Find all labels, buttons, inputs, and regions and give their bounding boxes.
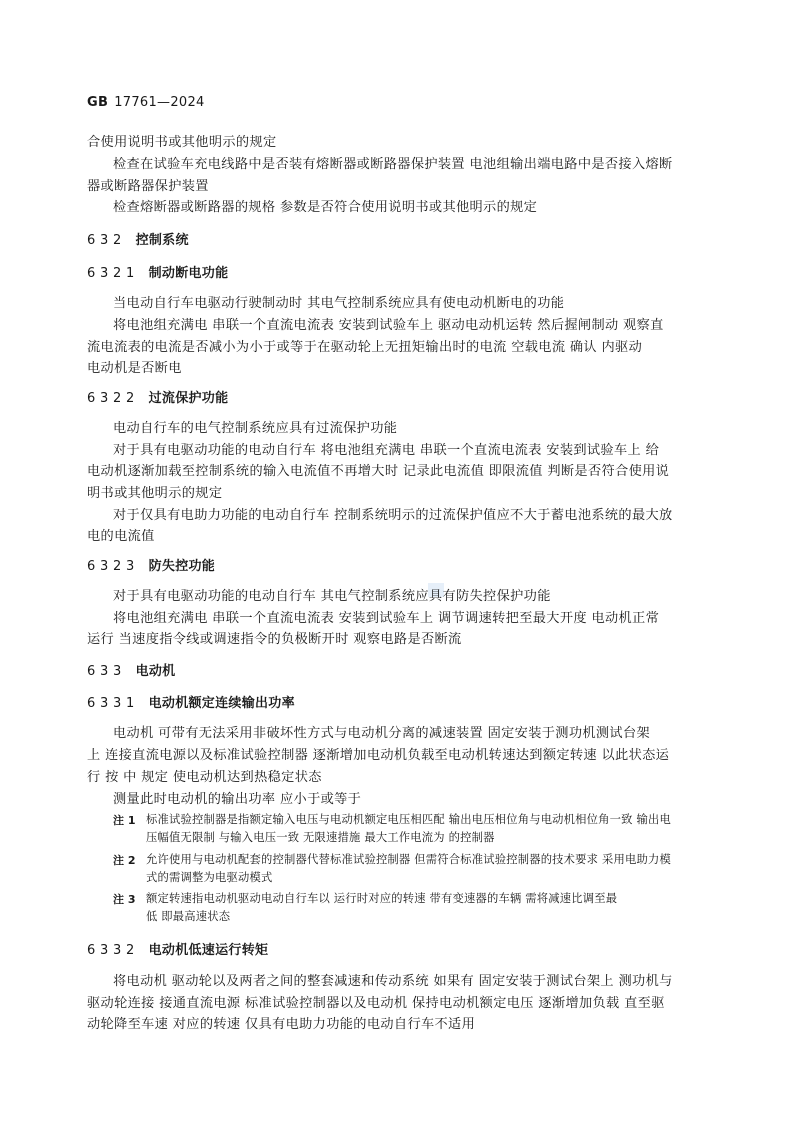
paragraph-line: 明书或其他明示的规定 bbox=[87, 486, 223, 501]
paragraph-line: 电动机是否断电 bbox=[87, 361, 182, 376]
paragraph-line: 对于具有电驱动功能的电动自行车 将电池组充满电 串联一个直流电流表 安装到试验车上 给 bbox=[113, 443, 660, 458]
standard-code: 17761—2024 bbox=[114, 95, 205, 110]
note-label: 注 3 bbox=[113, 893, 136, 906]
standard-prefix: GB bbox=[87, 95, 109, 110]
paragraph-line: 电动机逐渐加载至控制系统的输入电流值不再增大时 记录此电流值 即限流值 判断是否符合使用说 bbox=[87, 464, 670, 479]
paragraph-line: 将电动机 驱动轮以及两者之间的整套减速和传动系统 如果有 固定安装于测试台架上 测功机与 bbox=[113, 974, 673, 989]
paragraph-line: 将电池组充满电 串联一个直流电流表 安装到试验车上 驱动电动机运转 然后握闸制动 观察直 bbox=[113, 318, 664, 333]
section-heading-6322 bbox=[87, 387, 228, 406]
section-title: 控制系统 bbox=[135, 233, 189, 248]
section-heading-6331 bbox=[87, 692, 295, 711]
paragraph-line: 将电池组充满电 串联一个直流电流表 安装到试验车上 调节调速转把至最大开度 电动机正常 bbox=[113, 611, 660, 626]
note-text: 标准试验控制器是指额定输入电压与电动机额定电压相匹配 输出电压相位角与电动机相位角一致 输出电 bbox=[146, 813, 671, 826]
section-heading-6323 bbox=[87, 555, 215, 574]
paragraph-line: 测量此时电动机的输出功率 应小于或等于 bbox=[113, 792, 362, 807]
paragraph-line: 对于具有电驱动功能的电动自行车 其电气控制系统应具有防失控保护功能 bbox=[113, 589, 551, 604]
note-label: 注 1 bbox=[113, 814, 136, 827]
paragraph-line: 当电动自行车电驱动行驶制动时 其电气控制系统应具有使电动机断电的功能 bbox=[113, 296, 565, 311]
section-number: 6 3 3 bbox=[87, 664, 122, 679]
paragraph-line: 流电流表的电流是否减小为小于或等于在驱动轮上无扭矩输出时的电流 空载电流 确认 内驱动 bbox=[87, 340, 643, 355]
section-heading-632 bbox=[87, 229, 189, 248]
note-text: 压幅值无限制 与输入电压一致 无限速措施 最大工作电流为 的控制器 bbox=[146, 831, 495, 844]
section-title: 过流保护功能 bbox=[148, 391, 229, 406]
section-title: 电动机额定连续输出功率 bbox=[148, 696, 295, 711]
paragraph-line: 运行 当速度指令线或调速指令的负极断开时 观察电路是否断流 bbox=[87, 632, 462, 647]
note-label: 注 2 bbox=[113, 854, 136, 867]
standard-header bbox=[87, 95, 205, 110]
section-title: 制动断电功能 bbox=[148, 266, 229, 281]
section-heading-6321 bbox=[87, 262, 228, 281]
paragraph-line: 电的电流值 bbox=[87, 529, 155, 544]
section-number: 6 3 3 2 bbox=[87, 943, 135, 958]
note-text: 额定转速指电动机驱动电动自行车以 运行时对应的转速 带有变速器的车辆 需将减速比调至最 bbox=[146, 892, 618, 905]
paragraph-line: 检查在试验车充电线路中是否装有熔断器或断路器保护装置 电池组输出端电路中是否接入熔断 bbox=[113, 157, 673, 172]
paragraph-line: 动轮降至车速 对应的转速 仅具有电助力功能的电动自行车不适用 bbox=[87, 1017, 476, 1032]
section-title: 防失控功能 bbox=[148, 559, 216, 574]
section-number: 6 3 3 1 bbox=[87, 696, 135, 711]
section-number: 6 3 2 bbox=[87, 233, 122, 248]
section-heading-633 bbox=[87, 660, 175, 679]
paragraph-line: 行 按 中 规定 使电动机达到热稳定状态 bbox=[87, 770, 322, 785]
section-number: 6 3 2 3 bbox=[87, 559, 135, 574]
paragraph-line: 器或断路器保护装置 bbox=[87, 179, 209, 194]
paragraph-line: 电动自行车的电气控制系统应具有过流保护功能 bbox=[113, 421, 398, 436]
section-title: 电动机低速运行转矩 bbox=[148, 943, 269, 958]
paragraph-line: 检查熔断器或断路器的规格 参数是否符合使用说明书或其他明示的规定 bbox=[113, 200, 538, 215]
paragraph-line: 上 连接直流电源以及标准试验控制器 逐渐增加电动机负载至电动机转速达到额定转速 以此状态运 bbox=[87, 748, 670, 763]
paragraph-line: 驱动轮连接 接通直流电源 标准试验控制器以及电动机 保持电动机额定电压 逐渐增加负载 直至驱 bbox=[87, 996, 665, 1011]
paragraph-line: 电动机 可带有无法采用非破坏性方式与电动机分离的减速装置 固定安装于测功机测试台架 bbox=[113, 726, 651, 741]
paragraph-line: 对于仅具有电助力功能的电动自行车 控制系统明示的过流保护值应不大于蓄电池系统的最大放 bbox=[113, 508, 673, 523]
section-title: 电动机 bbox=[135, 664, 176, 679]
note-text: 低 即最高速状态 bbox=[146, 910, 231, 923]
section-number: 6 3 2 2 bbox=[87, 391, 135, 406]
note-text: 允许使用与电动机配套的控制器代替标准试验控制器 但需符合标准试验控制器的技术要求 采用电助力模 bbox=[146, 853, 671, 866]
note-text: 式的需调整为电驱动模式 bbox=[146, 871, 273, 884]
section-number: 6 3 2 1 bbox=[87, 266, 135, 281]
section-heading-6332 bbox=[87, 939, 268, 958]
paragraph-line: 合使用说明书或其他明示的规定 bbox=[87, 135, 277, 150]
